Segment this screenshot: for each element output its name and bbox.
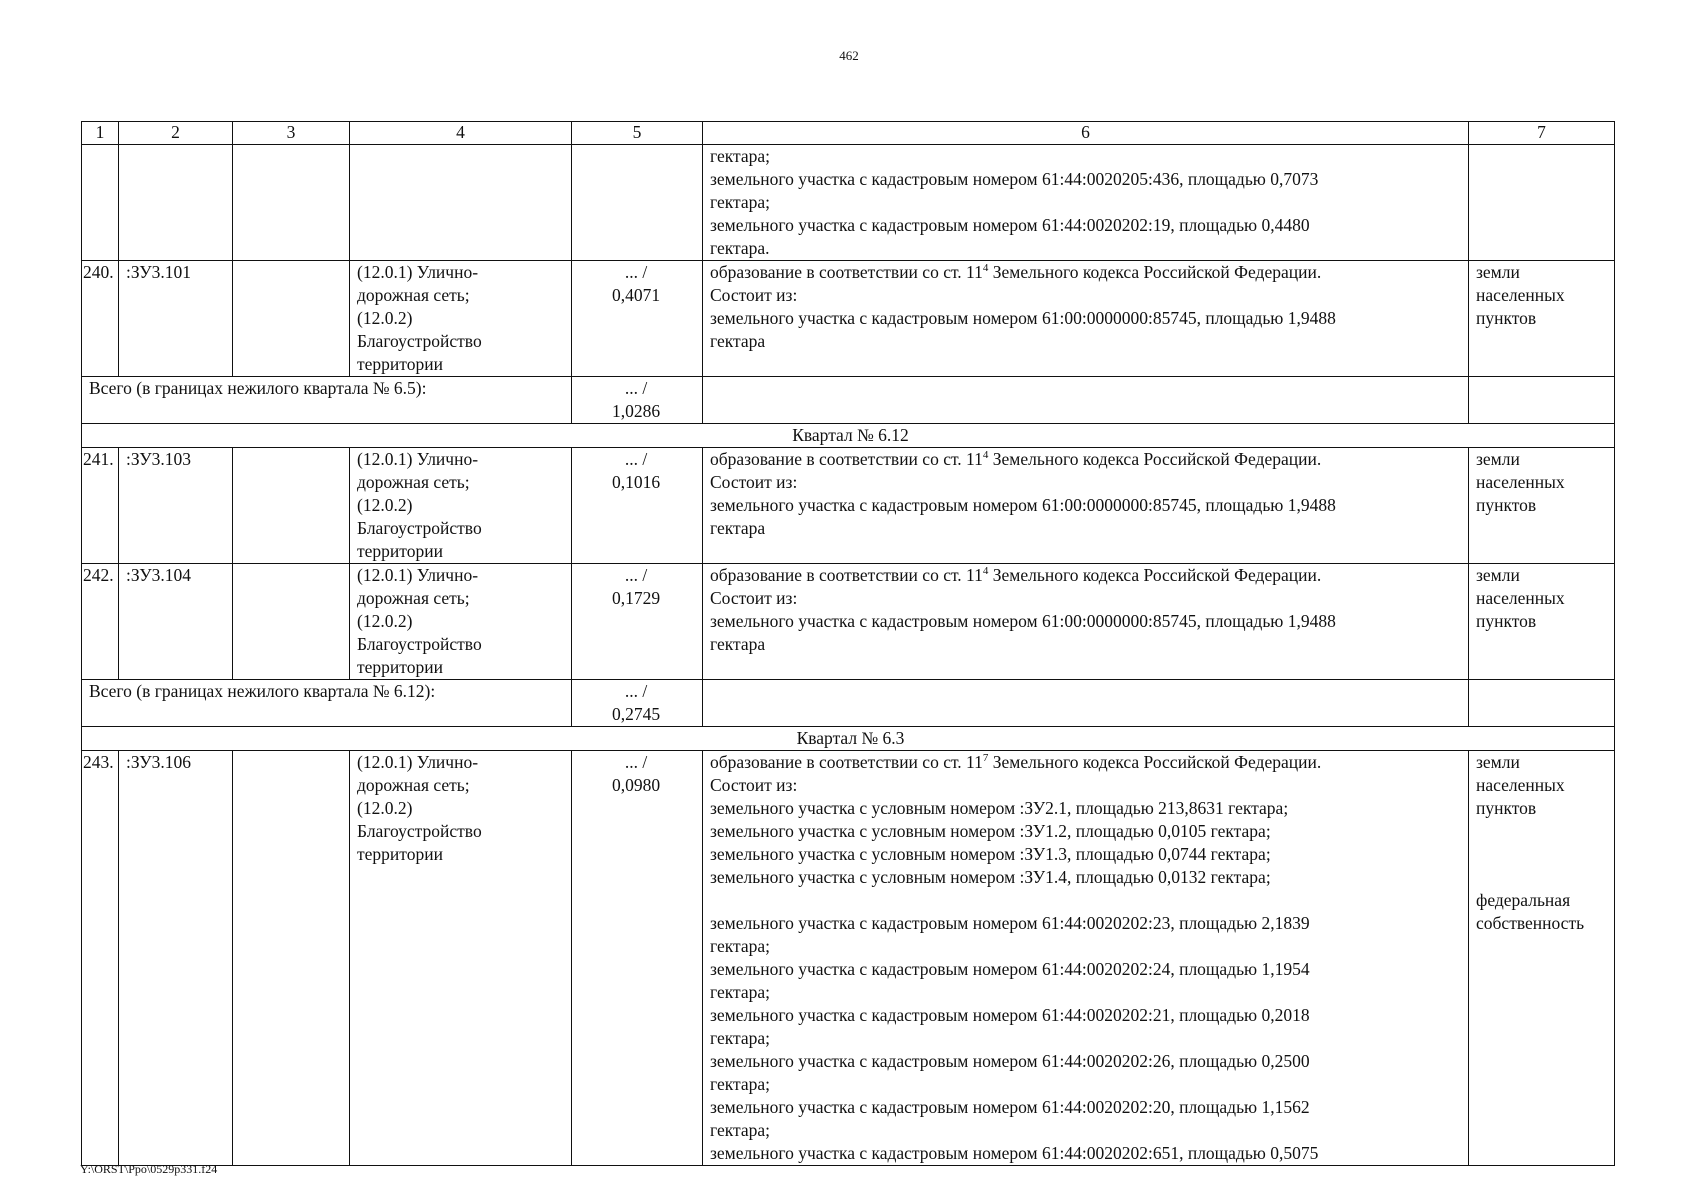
land-plots-table [81,121,1615,1166]
empty-cell [233,448,350,564]
plot-id: :ЗУ3.106 [119,751,233,1166]
table-row [82,751,1615,1166]
plot-id: :ЗУ3.104 [119,564,233,680]
area-value: ... / 0,4071 [572,261,703,377]
area-value: ... / 0,1729 [572,564,703,680]
row-number: 240. [82,261,119,377]
column-header: 6 [703,122,1469,145]
permitted-use: (12.0.1) Улично- дорожная сеть; (12.0.2) Благоустройство территории [350,564,572,680]
page-number: 462 [839,48,859,63]
formation-description: образование в соответствии со ст. $11^4$ Земельного кодекса Российской Федерации. Состоит из: земельного участка с кадастровым номером 61:00:0000000:85745, площадью 1,9488 гектара [703,261,1469,377]
area-value: ... / 0,0980 [572,751,703,1166]
column-header: 7 [1469,122,1615,145]
row-number: 242. [82,564,119,680]
permitted-use: (12.0.1) Улично- дорожная сеть; (12.0.2) Благоустройство территории [350,448,572,564]
section-title: Квартал № 6.3 [82,727,1615,751]
land-category: земли населенных пунктов [1469,261,1615,377]
land-category: земли населенных пунктов федеральная собственность [1469,751,1615,1166]
formation-description: образование в соответствии со ст. $11^4$ Земельного кодекса Российской Федерации. Состоит из: земельного участка с кадастровым номером 61:00:0000000:85745, площадью 1,9488 гектара [703,448,1469,564]
total-row [82,377,1615,424]
column-header-row [82,122,1615,145]
section-row [82,727,1615,751]
total-area: ... / 1,0286 [572,377,703,424]
empty-cell [233,261,350,377]
continuation-description: гектара; земельного участка с кадастровым номером 61:44:0020205:436, площадью 0,7073 гектара; земельного участка с кадастровым номером 61:44:0020202:19, площадью 0,4480 гектара. [703,145,1469,261]
section-title: Квартал № 6.12 [82,424,1615,448]
formation-description: образование в соответствии со ст. $11^7$ Земельного кодекса Российской Федерации. Состоит из: земельного участка с условным номером :ЗУ2.1, площадью 213,8631 гектара; земельного участка с условным номером :ЗУ1.2, площадью 0,0105 гектара; земельного участка с условным номером :ЗУ1.3, площадью 0,0744 гектара; земельного участка с условным номером :ЗУ1.4, площадью 0,0132 гектара; земельного участка с кадастровым номером 61:44:0020202:23, площадью 2,1839 гектара; земельного участка с кадастровым номером 61:44:0020202:24, площадью 1,1954 гектара; земельного участка с кадастровым номером 61:44:0020202:21, площадью 0,2018 гектара; земельного участка с кадастровым номером 61:44:0020202:26, площадью 0,2500 гектара; земельного участка с кадастровым номером 61:44:0020202:20, площадью 1,1562 гектара; земельного участка с кадастровым номером 61:44:0020202:651, площадью 0,5075 [703,751,1469,1166]
section-row [82,424,1615,448]
total-row [82,680,1615,727]
plot-id: :ЗУ3.103 [119,448,233,564]
land-category: земли населенных пунктов [1469,564,1615,680]
footer-file-path: Y:\ORST\Ppo\0529p331.f24 [80,1162,218,1176]
plot-id: :ЗУ3.101 [119,261,233,377]
total-label: Всего (в границах нежилого квартала № 6.5): [82,377,572,424]
empty-cell [233,564,350,680]
continuation-row [82,145,1615,261]
row-number: 241. [82,448,119,564]
permitted-use: (12.0.1) Улично- дорожная сеть; (12.0.2) Благоустройство территории [350,261,572,377]
permitted-use: (12.0.1) Улично- дорожная сеть; (12.0.2) Благоустройство территории [350,751,572,1166]
total-area: ... / 0,2745 [572,680,703,727]
table-row [82,261,1615,377]
row-number: 243. [82,751,119,1166]
column-header: 3 [233,122,350,145]
area-value: ... / 0,1016 [572,448,703,564]
land-category: земли населенных пунктов [1469,448,1615,564]
column-header: 5 [572,122,703,145]
column-header: 4 [350,122,572,145]
total-label: Всего (в границах нежилого квартала № 6.12): [82,680,572,727]
table-row [82,448,1615,564]
column-header: 2 [119,122,233,145]
table-row [82,564,1615,680]
empty-cell [233,751,350,1166]
formation-description: образование в соответствии со ст. $11^4$ Земельного кодекса Российской Федерации. Состоит из: земельного участка с кадастровым номером 61:00:0000000:85745, площадью 1,9488 гектара [703,564,1469,680]
column-header: 1 [82,122,119,145]
